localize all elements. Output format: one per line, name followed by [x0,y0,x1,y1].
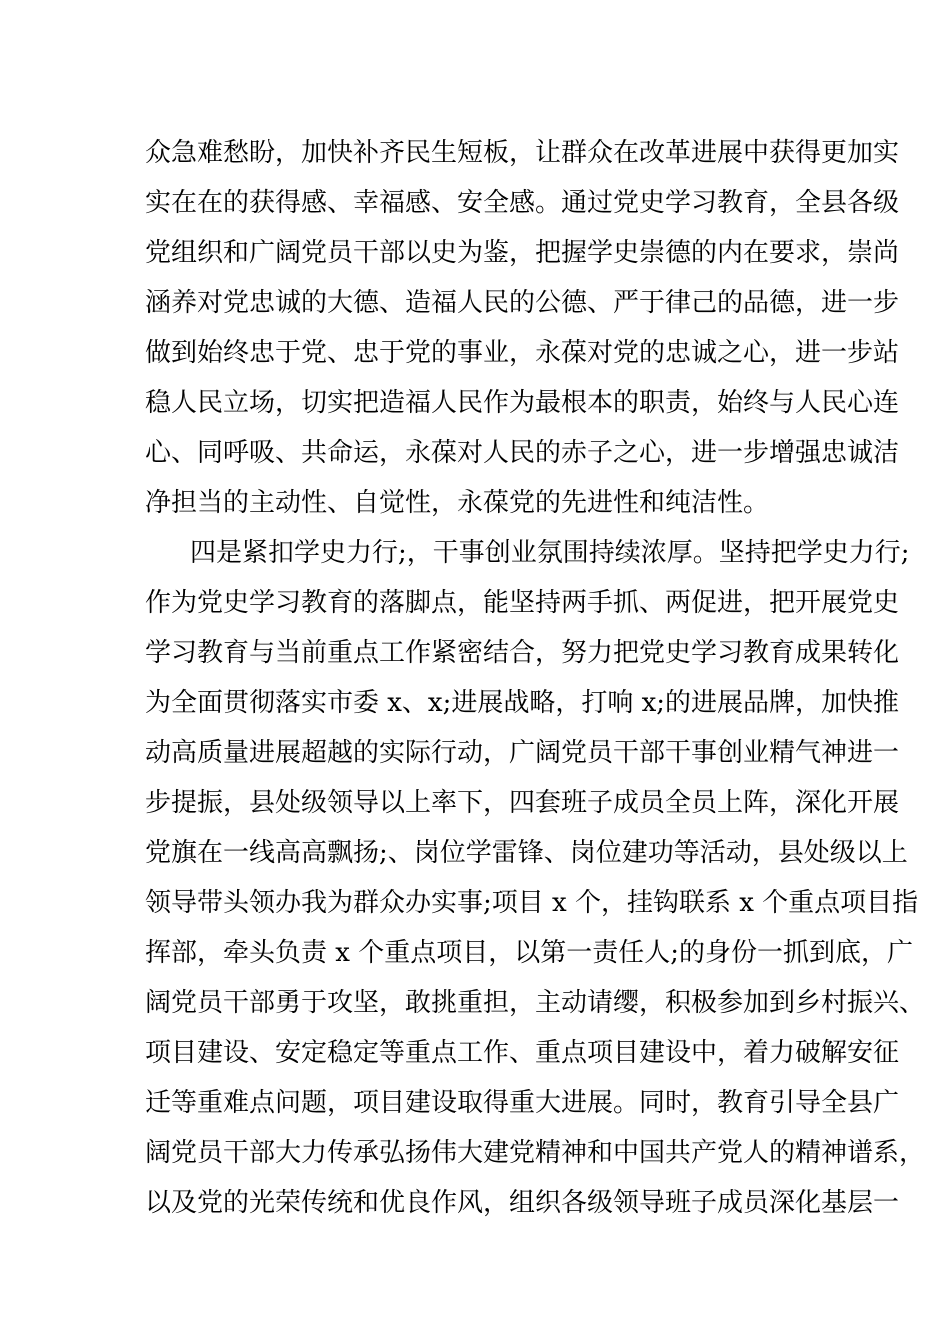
text-line: 净担当的主动性、自觉性，永葆党的先进性和纯洁性。 [145,488,770,518]
text-line: 为全面贯彻落实市委 x、x;进展战略，打响 x;的进展品牌，加快推 [145,688,900,718]
text-line: 以及党的光荣传统和优良作风，组织各级领导班子成员深化基层一 [145,1188,900,1218]
text-line: 稳人民立场，切实把造福人民作为最根本的职责，始终与人民心连 [145,388,900,418]
text-line: 党旗在一线高高飘扬;、岗位学雷锋、岗位建功等活动，县处级以上 [145,838,908,868]
text-line: 阔党员干部大力传承弘扬伟大建党精神和中国共产党人的精神谱系， [145,1138,926,1168]
text-line: 实在在的获得感、幸福感、安全感。通过党史学习教育，全县各级 [145,188,900,218]
text-line: 项目建设、安定稳定等重点工作、重点项目建设中，着力破解安征 [145,1038,900,1068]
text-line: 党组织和广阔党员干部以史为鉴，把握学史崇德的内在要求，崇尚 [145,238,900,268]
text-line: 步提振，县处级领导以上率下，四套班子成员全员上阵，深化开展 [145,788,900,818]
paragraph-first-line: 四是紧扣学史力行;，干事创业氛围持续浓厚。坚持把学史力行; [190,538,910,568]
text-line: 迁等重难点问题，项目建设取得重大进展。同时，教育引导全县广 [145,1088,900,1118]
text-line: 心、同呼吸、共命运，永葆对人民的赤子之心，进一步增强忠诚洁 [145,438,900,468]
text-line: 涵养对党忠诚的大德、造福人民的公德、严于律己的品德，进一步 [145,288,900,318]
text-line: 挥部，牵头负责 x 个重点项目，以第一责任人;的身份一抓到底，广 [145,938,913,968]
text-line: 做到始终忠于党、忠于党的事业，永葆对党的忠诚之心，进一步站 [145,338,900,368]
text-line: 作为党史学习教育的落脚点，能坚持两手抓、两促进，把开展党史 [145,588,900,618]
text-line: 阔党员干部勇于攻坚，敢挑重担，主动请缨，积极参加到乡村振兴、 [145,988,926,1018]
text-line: 领导带头领办我为群众办实事;项目 x 个，挂钩联系 x 个重点项目指 [145,888,919,918]
text-line: 众急难愁盼，加快补齐民生短板，让群众在改革进展中获得更加实 [145,138,900,168]
text-line: 动高质量进展超越的实际行动，广阔党员干部干事创业精气神进一 [145,738,900,768]
text-line: 学习教育与当前重点工作紧密结合，努力把党史学习教育成果转化 [145,638,900,668]
